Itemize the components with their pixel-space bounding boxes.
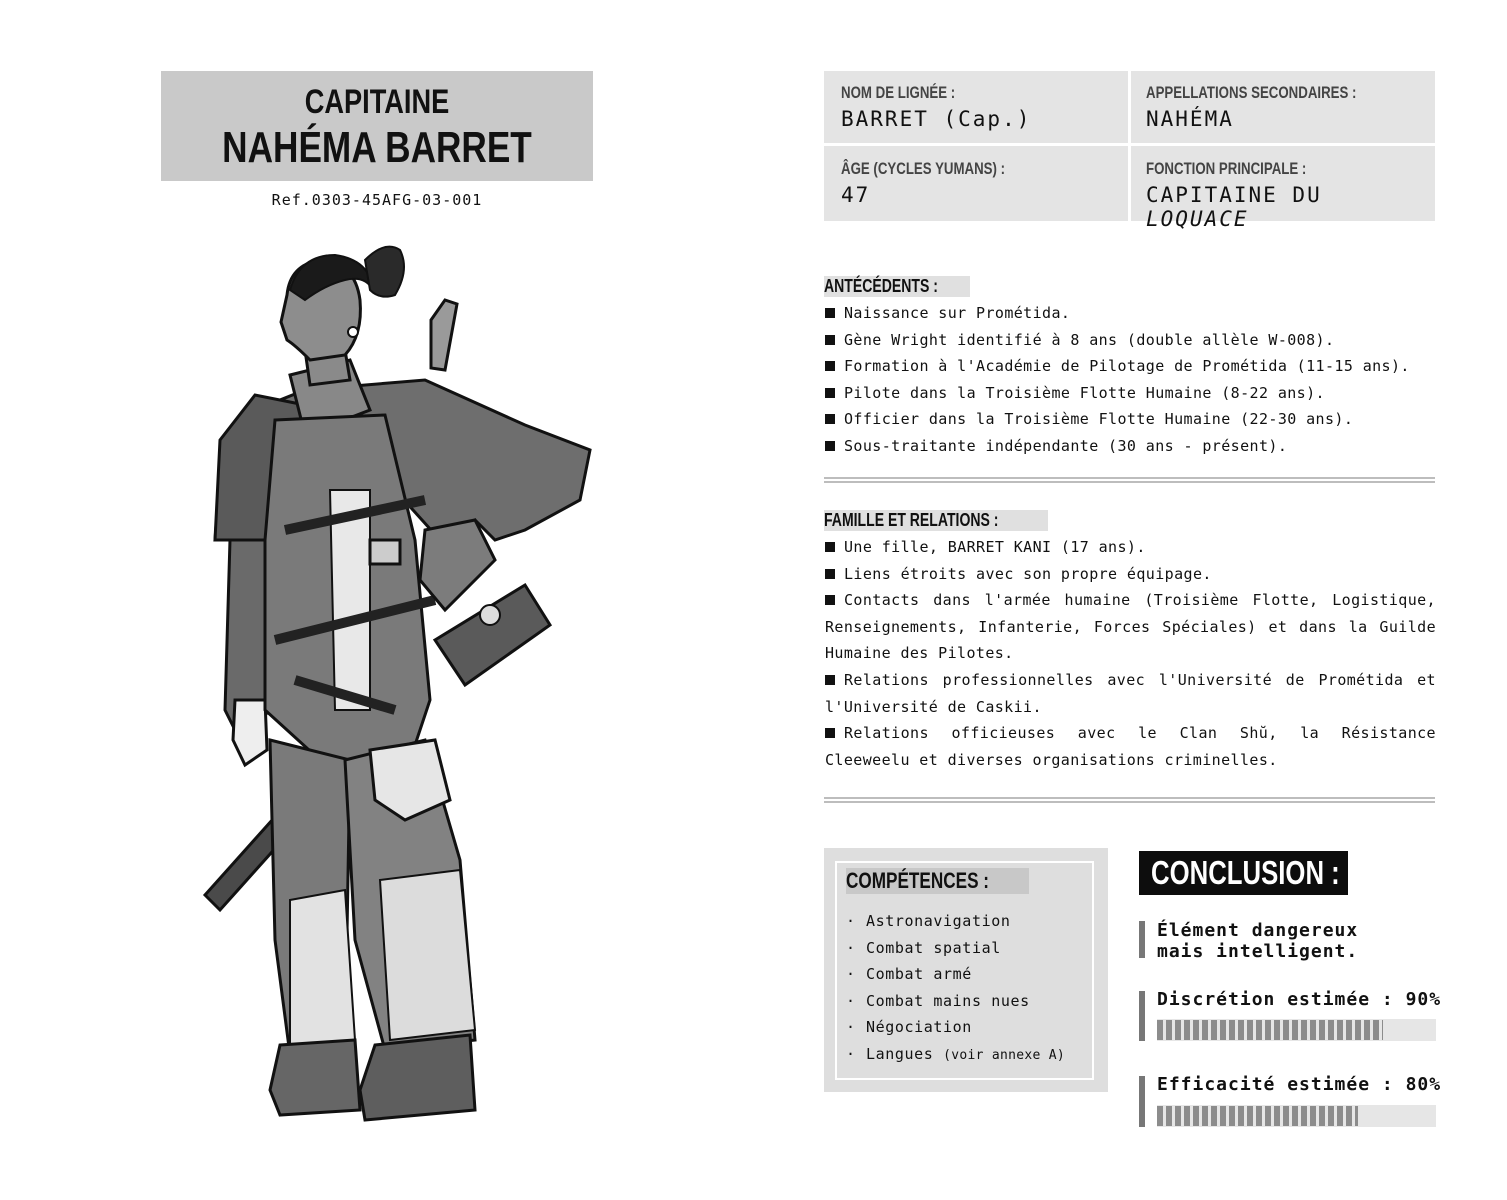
alt-names-value: NAHÉMA [1146, 107, 1234, 131]
skill-item: · Langues (voir annexe A) [846, 1044, 1065, 1063]
pant-lower-right [380, 870, 475, 1040]
hair-bun [365, 247, 404, 297]
section-divider [824, 797, 1435, 803]
function-prefix: CAPITAINE DU [1146, 183, 1322, 207]
sword-hilt [431, 300, 457, 370]
skill-item: · Combat spatial [846, 938, 1001, 957]
left-boot [270, 1040, 360, 1115]
discretion-label: Discrétion estimée : 90% [1157, 989, 1442, 1010]
efficiency-label: Efficacité estimée : 80% [1157, 1074, 1442, 1095]
character-rank: CAPITAINE [304, 83, 450, 121]
lineage-label: NOM DE LIGNÉE : [841, 83, 956, 102]
family-heading: FAMILLE ET RELATIONS : [824, 510, 1048, 531]
list-item: Contacts dans l'armée humaine (Troisième Flotte, Logistique, Renseignements, Infanterie, Forces Spéciales) et dans la Guilde Humaine des Pilotes. [825, 591, 1436, 663]
discretion-bar-marker [1139, 991, 1145, 1041]
list-item: Relations professionnelles avec l'Université de Prométida et l'Université de Caskii. [825, 670, 1436, 716]
alt-names-cell [1146, 83, 1416, 131]
title-block [161, 71, 593, 181]
age-value: 47 [841, 183, 871, 207]
skills-box [824, 848, 1108, 1092]
alt-names-label: APPELLATIONS SECONDAIRES : [1146, 83, 1357, 102]
identity-grid [824, 71, 1435, 231]
list-item: Relations officieuses avec le Clan Shŭ, la Résistance Cleeweelu et diverses organisations criminelles. [825, 724, 1436, 769]
list-item: Sous-traitante indépendante (30 ans - présent). [825, 433, 1436, 460]
discretion-meter [1157, 1019, 1436, 1041]
ship-name: LOQUACE [1146, 207, 1249, 231]
list-item: Formation à l'Académie de Pilotage de Prométida (11-15 ans). [825, 353, 1436, 380]
function-value [1146, 183, 1435, 231]
right-boot [360, 1035, 475, 1120]
list-item: Gène Wright identifié à 8 ans (double allèle W-008). [825, 327, 1436, 354]
discretion-meter-fill [1157, 1020, 1383, 1040]
background-list [825, 300, 1436, 460]
languages-note: (voir annexe A) [943, 1047, 1065, 1063]
list-item: Naissance sur Prométida. [825, 300, 1436, 327]
skill-item: · Combat armé [846, 965, 972, 984]
section-divider [824, 477, 1435, 483]
pant-lower [290, 890, 355, 1045]
earring [348, 327, 358, 337]
list-item: Pilote dans la Troisième Flotte Humaine (8-22 ans). [825, 380, 1436, 407]
age-label: ÂGE (CYCLES YUMANS) : [841, 159, 1006, 178]
character-illustration [195, 240, 595, 1130]
list-item: Une fille, BARRET KANI (17 ans). [825, 534, 1436, 561]
character-name: NAHÉMA BARRET [222, 123, 532, 172]
reference-code: Ref.0303-45AFG-03-001 [271, 191, 483, 209]
verdict-bar [1139, 921, 1145, 958]
age-cell [841, 159, 1051, 207]
background-heading: ANTÉCÉDENTS : [824, 276, 970, 297]
conclusion-heading: CONCLUSION : [1139, 851, 1348, 895]
efficiency-meter [1157, 1105, 1436, 1127]
skills-list [846, 908, 1065, 1070]
left-hand [233, 700, 267, 765]
skill-item: · Astronavigation [846, 912, 1011, 930]
efficiency-bar-marker [1139, 1076, 1145, 1127]
lineage-value: BARRET (Cap.) [841, 107, 1032, 131]
function-label: FONCTION PRINCIPALE : [1146, 159, 1307, 178]
family-list [825, 534, 1436, 773]
scabbard-emblem [480, 605, 500, 625]
lineage-cell [841, 83, 1031, 131]
list-item: Liens étroits avec son propre équipage. [825, 561, 1436, 588]
verdict-text: Élément dangereux mais intelligent. [1157, 920, 1359, 962]
skill-item: · Combat mains nues [846, 991, 1030, 1010]
harness-buckle [370, 540, 400, 564]
skills-heading: COMPÉTENCES : [846, 868, 1029, 894]
list-item: Officier dans la Troisième Flotte Humaine (22-30 ans). [825, 406, 1436, 433]
efficiency-meter-fill [1157, 1106, 1358, 1126]
skill-item: · Négociation [846, 1018, 972, 1037]
function-cell [1146, 159, 1435, 231]
